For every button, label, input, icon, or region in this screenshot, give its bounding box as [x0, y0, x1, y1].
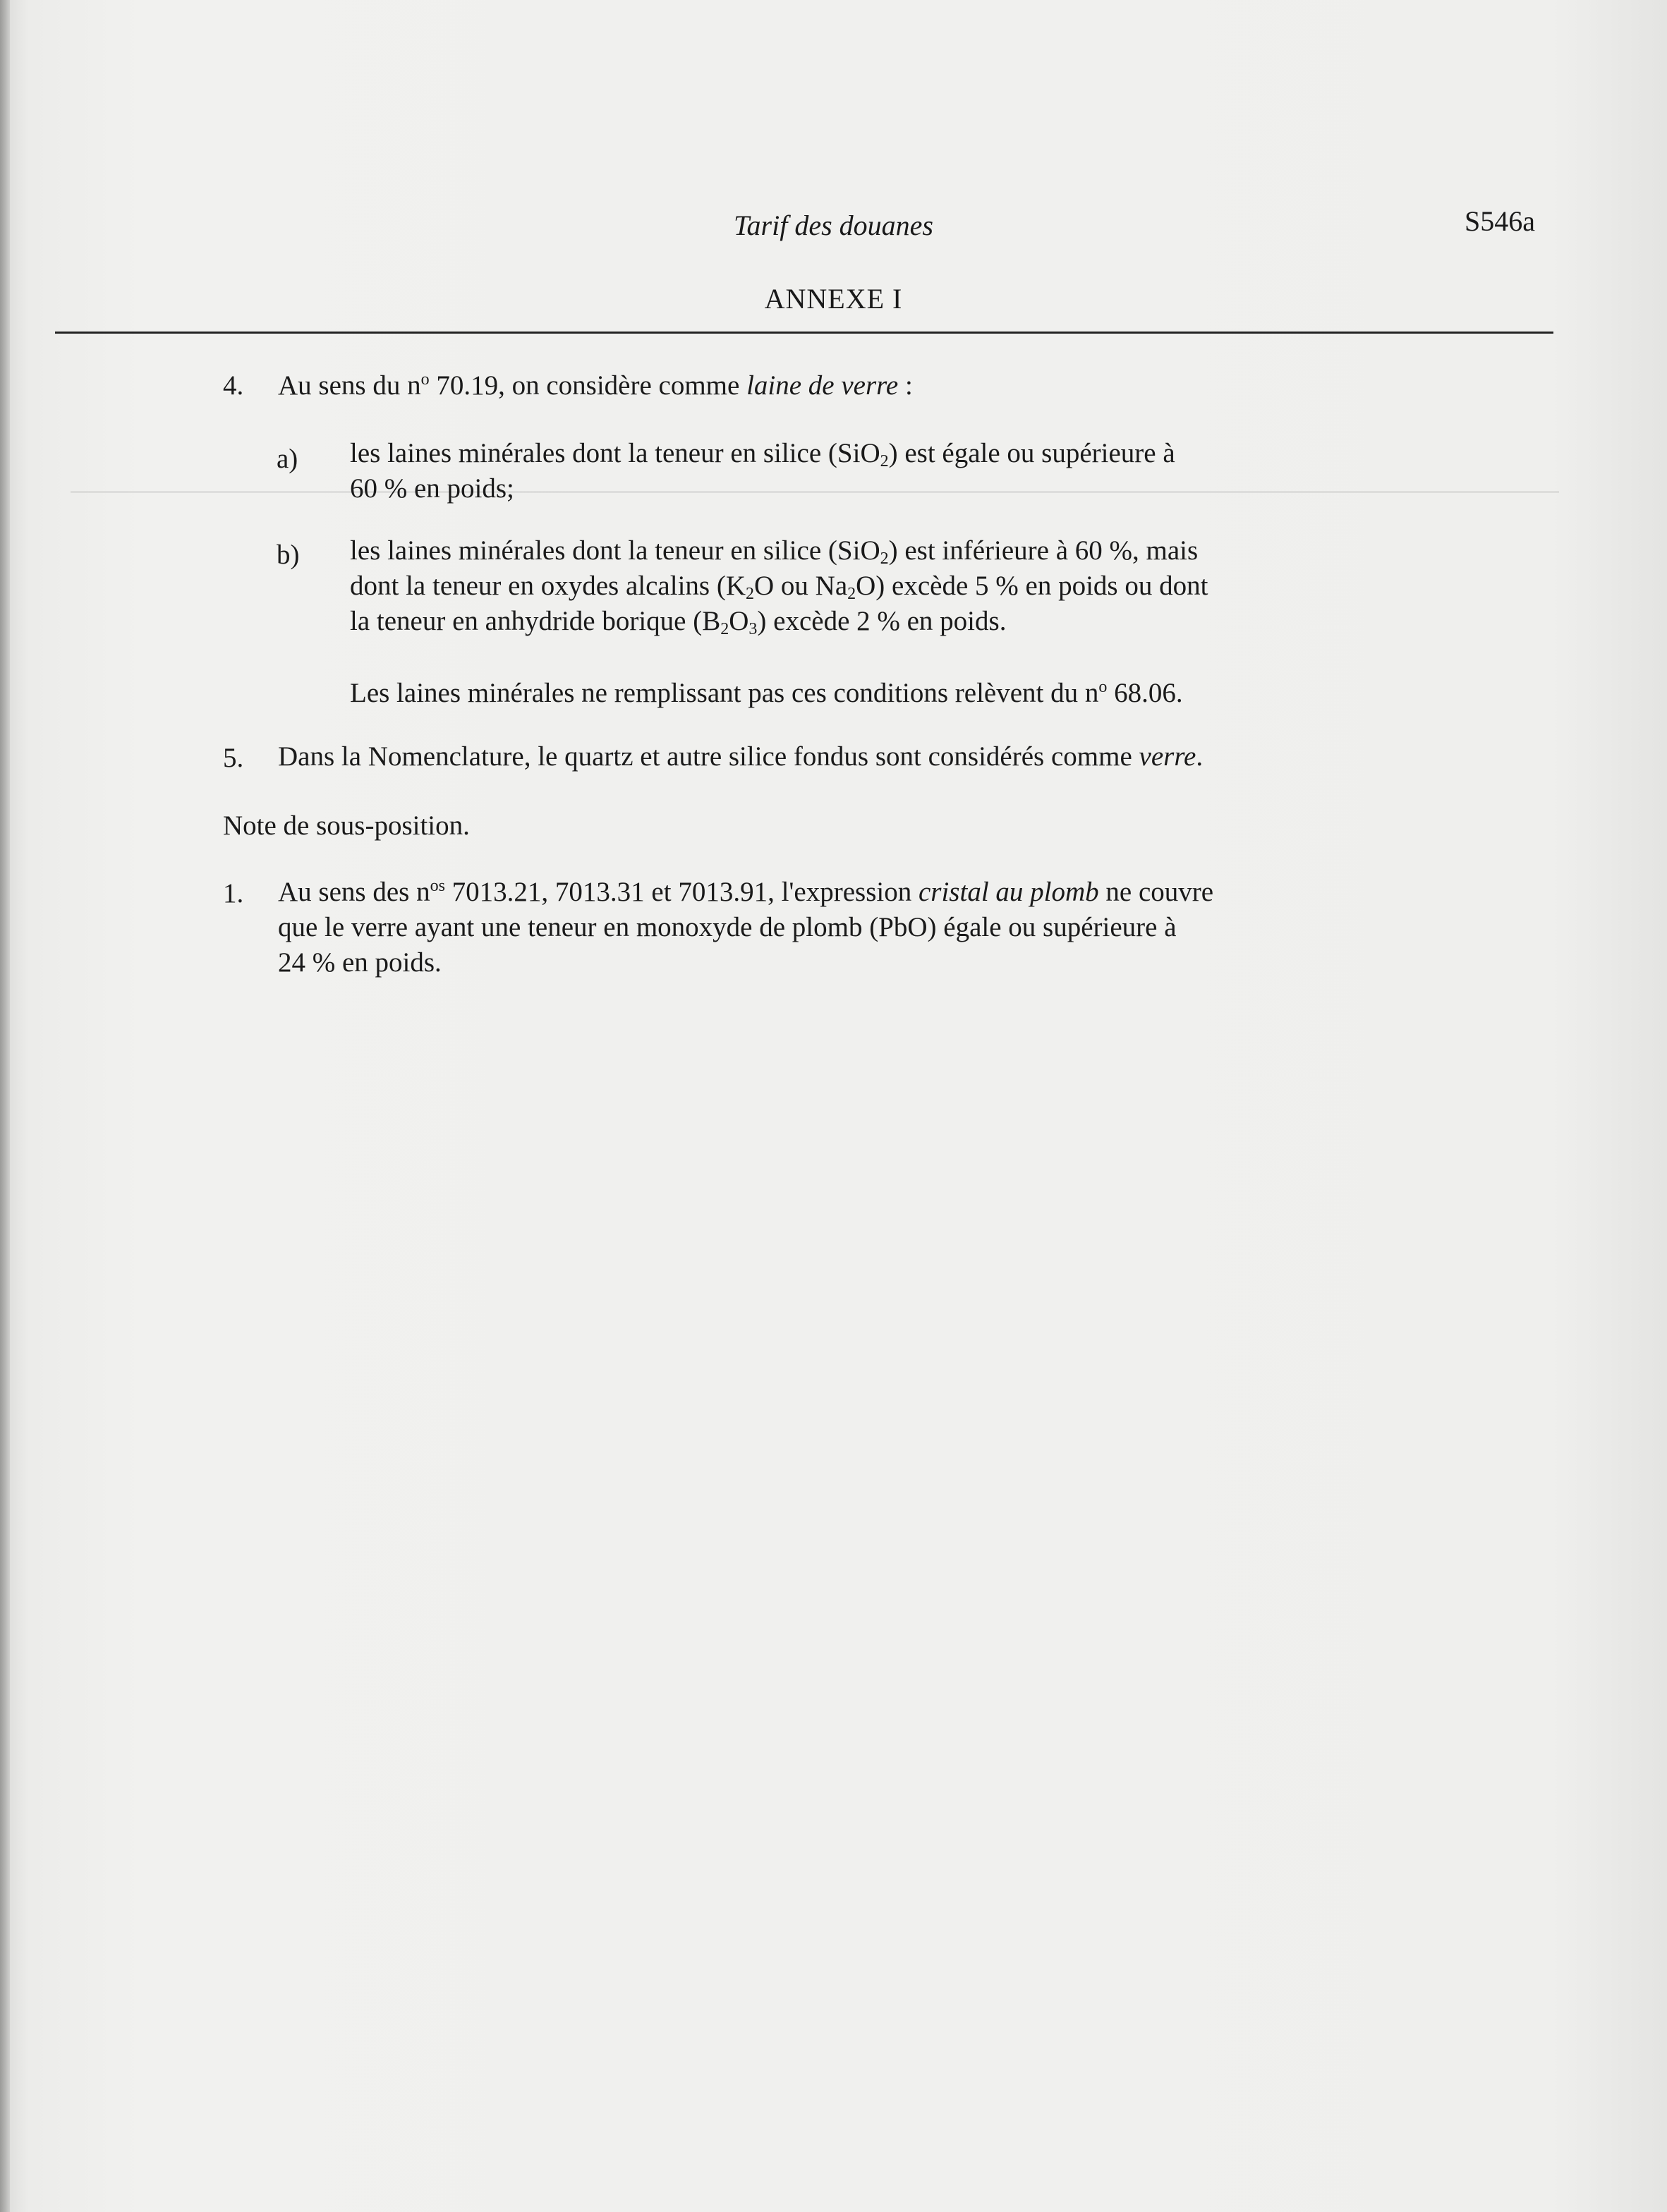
note-5-text: Dans la Nomenclature, le quartz et autre silice fondus sont considérés comme verre. [278, 741, 1204, 772]
subnote-1-line-1: Au sens des $n^{os}$ 7013.21, 7013.31 et 7013.91, l'expression cristal au plomb ne couvre [278, 877, 1214, 907]
note-4a-label: a) [277, 444, 298, 474]
annex-title: ANNEXE I [764, 283, 903, 315]
note-4-intro: Au sens du $n^o$ 70.19, on considère comme laine de verre : [278, 370, 913, 401]
note-4-number: 4. [223, 370, 244, 401]
subnote-1-line-3: 24 % en poids. [278, 947, 442, 978]
page-reference: S546a [1465, 205, 1535, 237]
note-4b-line-2: dont la teneur en oxydes alcalins ($K_2O$ ou $Na_2O$) excède 5 % en poids ou dont [350, 571, 1208, 603]
note-4a-line-2: 60 % en poids; [350, 473, 514, 504]
note-4-closing: Les laines minérales ne remplissant pas ces conditions relèvent du $n^o$ 68.06. [350, 678, 1183, 708]
running-header-title: Tarif des douanes [733, 209, 933, 241]
note-4b-label: b) [277, 540, 300, 570]
subnote-1-number: 1. [223, 878, 244, 909]
note-4a-line-1: les laines minérales dont la teneur en silice (SiO$_2$) est égale ou supérieure à [350, 438, 1175, 470]
note-5-number: 5. [223, 743, 244, 773]
scan-left-edge [0, 0, 10, 2212]
subnote-1-line-2: que le verre ayant une teneur en monoxyde de plomb (PbO) égale ou supérieure à [278, 912, 1177, 942]
show-through-rule [71, 491, 1559, 493]
subheading-note-title: Note de sous-position. [223, 810, 470, 841]
note-4b-line-3: la teneur en anhydride borique $(B_2O_3)$ excède 2 % en poids. [350, 606, 1007, 638]
note-4b-line-1: les laines minérales dont la teneur en silice (SiO$_2$) est inférieure à 60 %, mais [350, 535, 1199, 568]
header-rule [55, 332, 1553, 334]
